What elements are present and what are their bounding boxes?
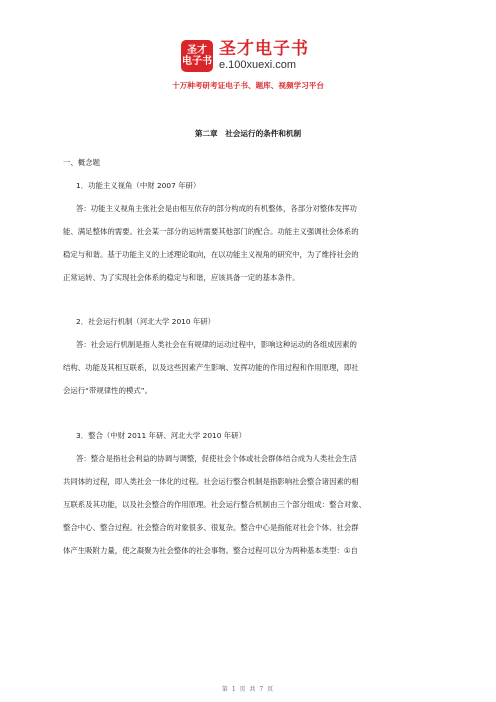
logo-badge-line2: 电子书 bbox=[182, 56, 212, 67]
logo-url: e.100xuexi.com bbox=[219, 59, 297, 71]
logo-title: 圣才电子书 bbox=[219, 39, 309, 59]
item-line: 共同体的过程，即人类社会一体化的过程。社会运行整合机制是指影响社会整合诸因素的相 bbox=[63, 477, 359, 486]
item-line: 答：功能主义视角主张社会是由相互依存的部分构成的有机整体，各部分对整体发挥功 bbox=[76, 204, 357, 213]
item-line: 会运行“带规律性的模式”。 bbox=[63, 386, 152, 395]
section-heading: 一、概念题 bbox=[63, 158, 100, 167]
item-line: 正常运转、为了实现社会体系的稳定与和谐，应该具备一定的基本条件。 bbox=[63, 273, 300, 282]
item-line: 能、满足整体的需要。社会某一部分的运转需要其他部门的配合。功能主义强调社会体系的 bbox=[63, 227, 359, 236]
page-footer: 第 1 页 共 7 页 bbox=[221, 686, 275, 693]
item-line: 互联系及其功能，以及社会整合的作用原理。社会运行整合机制由三个部分组成：整合对象、 bbox=[63, 500, 367, 509]
item-title: 1．功能主义视角（中财 2007 年研） bbox=[76, 181, 201, 190]
item-line: 体产生吸附力量，使之凝聚为社会整体的社会事物。整合过程可以分为两种基本类型：①自 bbox=[63, 546, 358, 555]
item-title: 3．整合（中财 2011 年研、河北大学 2010 年研） bbox=[76, 431, 246, 440]
item-line: 答：社会运行机制是指人类社会在有规律的运动过程中，影响这种运动的各组成因素的 bbox=[76, 340, 357, 349]
tagline: 十万种考研考证电子书、题库、视频学习平台 bbox=[172, 81, 324, 90]
item-line: 答：整合是指社会利益的协调与调整，促使社会个体或社会群体结合成为人类社会生活 bbox=[76, 454, 357, 463]
logo-badge-line1: 圣才 bbox=[187, 45, 207, 56]
logo-badge bbox=[181, 40, 213, 72]
logo bbox=[181, 40, 309, 72]
chapter-title: 第二章 社会运行的条件和机制 bbox=[194, 129, 302, 138]
item-line: 稳定与和谐。基于功能主义的上述理论取向，在以功能主义视角的研究中，为了维持社会的 bbox=[63, 250, 359, 259]
item-line: 结构、功能及其相互联系，以及这些因素产生影响、发挥功能的作用过程和作用原理，即社 bbox=[63, 363, 359, 372]
item-title: 2．社会运行机制（河北大学 2010 年研） bbox=[76, 317, 216, 326]
item-line: 整合中心、整合过程。社会整合的对象很多、很复杂。整合中心是指能对社会个体、社会群 bbox=[63, 523, 359, 532]
